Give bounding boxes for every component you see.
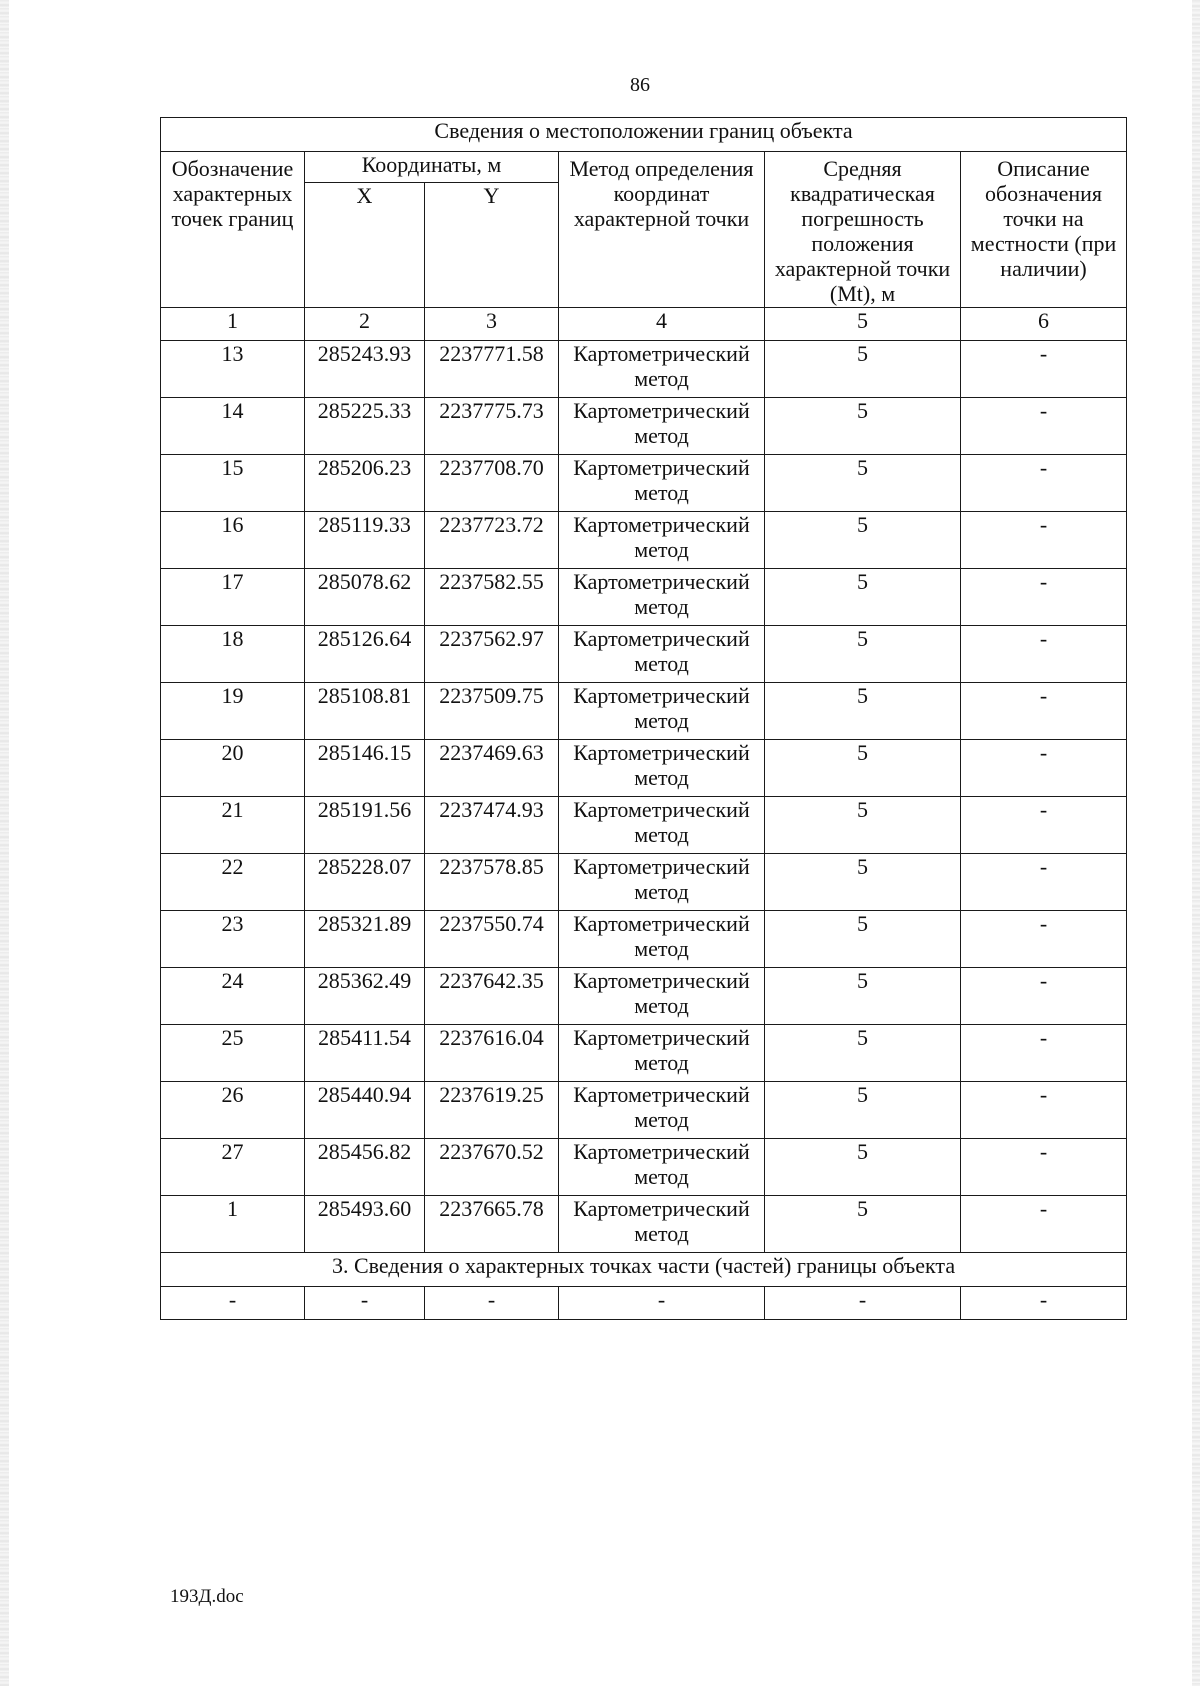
point-cell: 19	[161, 683, 305, 740]
header-y: Y	[425, 183, 559, 308]
table-row	[161, 569, 1127, 626]
method-cell	[559, 740, 765, 797]
column-number: 1	[161, 308, 305, 341]
method-line-1: Картометрический	[573, 398, 750, 423]
method-line-1: Картометрический	[573, 968, 750, 993]
point-cell: 16	[161, 512, 305, 569]
method-line-1: Картометрический	[573, 683, 750, 708]
column-number: 5	[765, 308, 961, 341]
method-line-1: Картометрический	[573, 569, 750, 594]
point-cell: 14	[161, 398, 305, 455]
table-row	[161, 1139, 1127, 1196]
description-cell: -	[961, 968, 1127, 1025]
method-line-1: Картометрический	[573, 854, 750, 879]
description-cell: -	[961, 1025, 1127, 1082]
header-error: Средняя квадратическая погрешность положения характерной точки (Mt), м	[765, 152, 961, 308]
x-coordinate-cell: 285119.33	[305, 512, 425, 569]
description-cell: -	[961, 398, 1127, 455]
x-coordinate-cell: 285321.89	[305, 911, 425, 968]
description-cell: -	[961, 1196, 1127, 1253]
method-cell	[559, 341, 765, 398]
mt-cell: 5	[765, 1139, 961, 1196]
description-cell: -	[961, 1082, 1127, 1139]
method-cell	[559, 854, 765, 911]
method-cell	[559, 1082, 765, 1139]
point-cell: 15	[161, 455, 305, 512]
table-row	[161, 341, 1127, 398]
method-cell	[559, 626, 765, 683]
method-line-1: Картометрический	[573, 1082, 750, 1107]
y-coordinate-cell: 2237562.97	[425, 626, 559, 683]
scan-edge-right	[1192, 0, 1200, 1686]
header-description: Описание обозначения точки на местности (при наличии)	[961, 152, 1127, 308]
method-line-2: метод	[634, 765, 689, 790]
section-3-empty-row	[161, 1287, 1127, 1320]
point-cell: 26	[161, 1082, 305, 1139]
description-cell: -	[961, 1139, 1127, 1196]
section-3-title: 3. Сведения о характерных точках части (частей) границы объекта	[161, 1253, 1127, 1287]
method-line-2: метод	[634, 537, 689, 562]
method-line-2: метод	[634, 879, 689, 904]
description-cell: -	[961, 854, 1127, 911]
point-cell: 17	[161, 569, 305, 626]
method-line-2: метод	[634, 366, 689, 391]
mt-cell: 5	[765, 626, 961, 683]
table-title-row	[161, 118, 1127, 152]
mt-cell: 5	[765, 398, 961, 455]
description-cell: -	[961, 341, 1127, 398]
method-cell	[559, 911, 765, 968]
x-coordinate-cell: 285362.49	[305, 968, 425, 1025]
point-cell: 24	[161, 968, 305, 1025]
page-number: 86	[630, 74, 650, 96]
point-cell: 1	[161, 1196, 305, 1253]
table-row	[161, 797, 1127, 854]
mt-cell: 5	[765, 968, 961, 1025]
y-coordinate-cell: 2237642.35	[425, 968, 559, 1025]
method-line-2: метод	[634, 423, 689, 448]
x-coordinate-cell: 285126.64	[305, 626, 425, 683]
mt-cell: 5	[765, 455, 961, 512]
method-cell	[559, 1196, 765, 1253]
method-cell	[559, 455, 765, 512]
y-coordinate-cell: 2237665.78	[425, 1196, 559, 1253]
description-cell: -	[961, 626, 1127, 683]
method-line-2: метод	[634, 993, 689, 1018]
method-line-1: Картометрический	[573, 797, 750, 822]
table-row	[161, 968, 1127, 1025]
point-cell: 13	[161, 341, 305, 398]
y-coordinate-cell: 2237550.74	[425, 911, 559, 968]
method-line-2: метод	[634, 1050, 689, 1075]
x-coordinate-cell: 285146.15	[305, 740, 425, 797]
table-row	[161, 512, 1127, 569]
mt-cell: 5	[765, 740, 961, 797]
x-coordinate-cell: 285191.56	[305, 797, 425, 854]
method-line-2: метод	[634, 651, 689, 676]
mt-cell: 5	[765, 1082, 961, 1139]
empty-cell: -	[961, 1287, 1127, 1320]
x-coordinate-cell: 285108.81	[305, 683, 425, 740]
method-line-1: Картометрический	[573, 1025, 750, 1050]
method-line-2: метод	[634, 480, 689, 505]
column-number-row	[161, 308, 1127, 341]
column-number: 3	[425, 308, 559, 341]
mt-cell: 5	[765, 1025, 961, 1082]
header-coords: Координаты, м	[305, 152, 559, 183]
description-cell: -	[961, 740, 1127, 797]
y-coordinate-cell: 2237670.52	[425, 1139, 559, 1196]
empty-cell: -	[765, 1287, 961, 1320]
x-coordinate-cell: 285078.62	[305, 569, 425, 626]
column-number: 2	[305, 308, 425, 341]
point-cell: 23	[161, 911, 305, 968]
point-cell: 20	[161, 740, 305, 797]
x-coordinate-cell: 285411.54	[305, 1025, 425, 1082]
table-row	[161, 1196, 1127, 1253]
mt-cell: 5	[765, 512, 961, 569]
method-cell	[559, 797, 765, 854]
mt-cell: 5	[765, 854, 961, 911]
x-coordinate-cell: 285493.60	[305, 1196, 425, 1253]
table-row	[161, 398, 1127, 455]
description-cell: -	[961, 512, 1127, 569]
scan-edge-left	[0, 0, 9, 1686]
description-cell: -	[961, 911, 1127, 968]
y-coordinate-cell: 2237775.73	[425, 398, 559, 455]
point-cell: 18	[161, 626, 305, 683]
method-line-1: Картометрический	[573, 740, 750, 765]
y-coordinate-cell: 2237469.63	[425, 740, 559, 797]
empty-cell: -	[425, 1287, 559, 1320]
description-cell: -	[961, 797, 1127, 854]
method-line-1: Картометрический	[573, 911, 750, 936]
description-cell: -	[961, 569, 1127, 626]
mt-cell: 5	[765, 911, 961, 968]
mt-cell: 5	[765, 797, 961, 854]
method-line-1: Картометрический	[573, 1139, 750, 1164]
header-point: Обозначение характерных точек границ	[161, 152, 305, 308]
method-line-1: Картометрический	[573, 512, 750, 537]
description-cell: -	[961, 683, 1127, 740]
table-row	[161, 1082, 1127, 1139]
method-cell	[559, 398, 765, 455]
y-coordinate-cell: 2237771.58	[425, 341, 559, 398]
method-line-2: метод	[634, 936, 689, 961]
x-coordinate-cell: 285456.82	[305, 1139, 425, 1196]
table-row	[161, 740, 1127, 797]
point-cell: 27	[161, 1139, 305, 1196]
point-cell: 25	[161, 1025, 305, 1082]
method-line-2: метод	[634, 1164, 689, 1189]
header-method: Метод определения координат характерной точки	[559, 152, 765, 308]
method-cell	[559, 1139, 765, 1196]
y-coordinate-cell: 2237509.75	[425, 683, 559, 740]
method-cell	[559, 1025, 765, 1082]
y-coordinate-cell: 2237474.93	[425, 797, 559, 854]
table-title: Сведения о местоположении границ объекта	[161, 118, 1127, 152]
point-cell: 22	[161, 854, 305, 911]
method-cell	[559, 968, 765, 1025]
method-cell	[559, 683, 765, 740]
table-row	[161, 1025, 1127, 1082]
method-line-1: Картометрический	[573, 341, 750, 366]
method-line-2: метод	[634, 822, 689, 847]
table-row	[161, 854, 1127, 911]
y-coordinate-cell: 2237616.04	[425, 1025, 559, 1082]
x-coordinate-cell: 285225.33	[305, 398, 425, 455]
footer-filename: 193Д.doc	[170, 1586, 244, 1607]
y-coordinate-cell: 2237582.55	[425, 569, 559, 626]
y-coordinate-cell: 2237723.72	[425, 512, 559, 569]
empty-cell: -	[161, 1287, 305, 1320]
table-row	[161, 683, 1127, 740]
table-row	[161, 911, 1127, 968]
method-line-1: Картометрический	[573, 455, 750, 480]
y-coordinate-cell: 2237578.85	[425, 854, 559, 911]
x-coordinate-cell: 285243.93	[305, 341, 425, 398]
table-row	[161, 455, 1127, 512]
y-coordinate-cell: 2237708.70	[425, 455, 559, 512]
section-3-row	[161, 1253, 1127, 1287]
mt-cell: 5	[765, 683, 961, 740]
method-line-2: метод	[634, 1221, 689, 1246]
empty-cell: -	[305, 1287, 425, 1320]
x-coordinate-cell: 285206.23	[305, 455, 425, 512]
header-x: X	[305, 183, 425, 308]
point-cell: 21	[161, 797, 305, 854]
mt-cell: 5	[765, 569, 961, 626]
description-cell: -	[961, 455, 1127, 512]
column-number: 6	[961, 308, 1127, 341]
x-coordinate-cell: 285440.94	[305, 1082, 425, 1139]
mt-cell: 5	[765, 341, 961, 398]
column-number: 4	[559, 308, 765, 341]
method-line-2: метод	[634, 1107, 689, 1132]
header-row-1	[161, 152, 1127, 183]
table-row	[161, 626, 1127, 683]
method-line-2: метод	[634, 594, 689, 619]
empty-cell: -	[559, 1287, 765, 1320]
method-line-1: Картометрический	[573, 626, 750, 651]
method-cell	[559, 512, 765, 569]
boundary-coordinates-table	[160, 117, 1127, 1320]
method-line-1: Картометрический	[573, 1196, 750, 1221]
x-coordinate-cell: 285228.07	[305, 854, 425, 911]
y-coordinate-cell: 2237619.25	[425, 1082, 559, 1139]
mt-cell: 5	[765, 1196, 961, 1253]
method-line-2: метод	[634, 708, 689, 733]
method-cell	[559, 569, 765, 626]
